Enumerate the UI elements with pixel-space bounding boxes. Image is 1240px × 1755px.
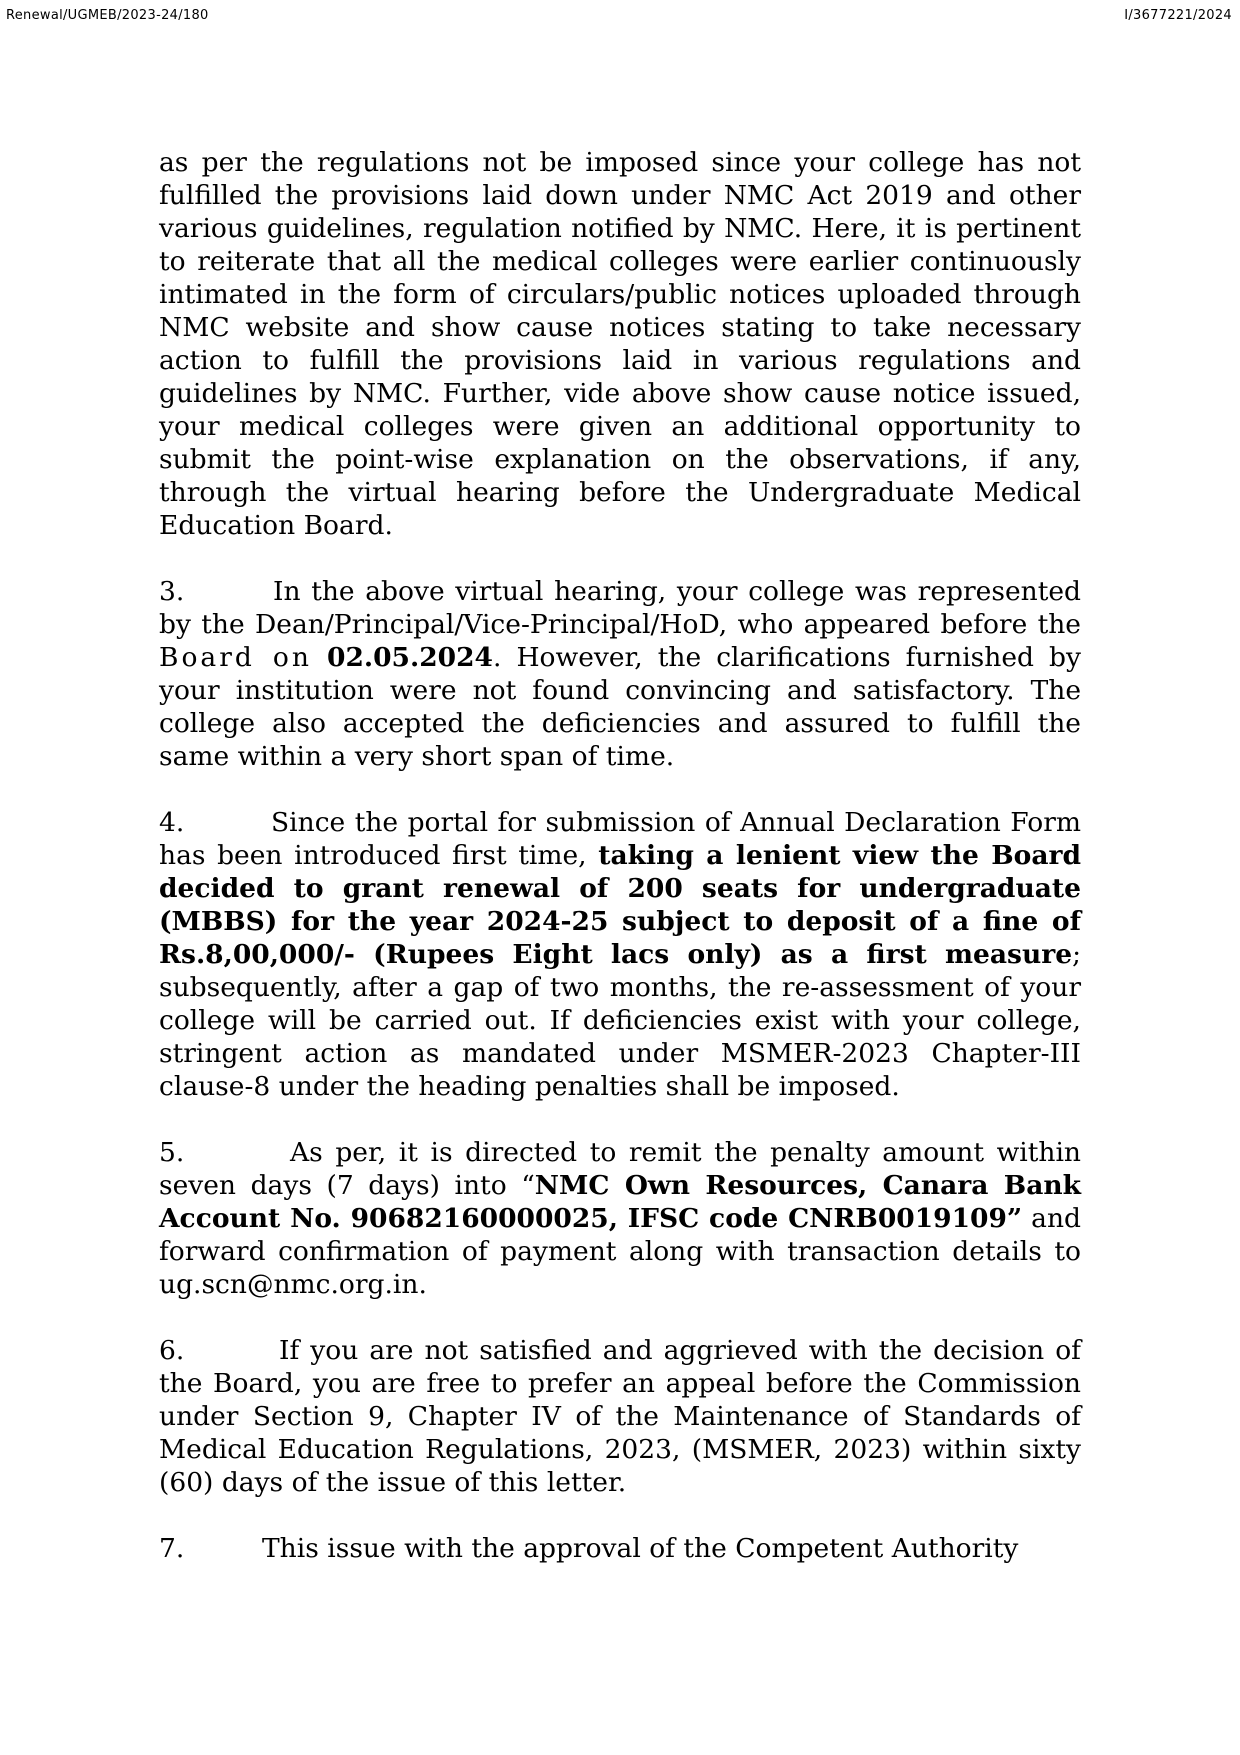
paragraph-number: 4. [159,807,185,838]
paragraph-number: 6. [159,1335,185,1366]
paragraph-3 [159,575,1081,773]
paragraph-text: As per, it is directed to remit the penalty amount within seven days (7 days) into “ [159,1137,1081,1201]
paragraph-text: If you are not satisfied and aggrieved with the decision of the Board, you are free to prefer an appeal before the Commission under Section 9, Chapter IV of the Maintenance of Standards of Medical Education Regulations, 2023, (MSMER, 2023) within sixty (60) days of the issue of this letter. [159,1335,1081,1498]
paragraph-number: 7. [159,1533,185,1564]
paragraph-text: ; subsequently, after a gap of two months, the re-assessment of your college will be carried out. If deficiencies exist with your college, stringent action as mandated under MSMER-2023 Chapter-III clause-8 under the heading penalties shall be imposed. [159,939,1081,1102]
paragraph-4 [159,806,1081,1103]
paragraph-text: In the above virtual hearing, your college was represented by the Dean/Principal/Vice-Principal/HoD, who appeared before the [159,576,1081,640]
paragraph-7 [159,1532,1081,1565]
paragraph-text: as per the regulations not be imposed since your college has not fulfilled the provisions laid down under NMC Act 2019 and other various guidelines, regulation notified by NMC. Here, it is pertinent to reiterate that all the medical colleges were earlier continuously intimated in the form of circulars/public notices uploaded through NMC website and show cause notices stating to take necessary action to fulfill the provisions laid in various regulations and guidelines by NMC. Further, vide above show cause notice issued, your medical colleges were given an additional opportunity to submit the point-wise explanation on the observations, if any, through the virtual hearing before the Undergraduate Medical Education Board. [159,147,1081,541]
hearing-date: 02.05.2024 [327,642,493,673]
paragraph-text: and forward confirmation of payment along with transaction details to ug.scn@nmc.org.in. [159,1203,1081,1300]
paragraph-5 [159,1136,1081,1301]
paragraph-text: This issue with the approval of the Competent Authority [262,1533,1019,1564]
board-on-text: Board on [159,642,312,673]
board-decision-text: taking a lenient view the Board decided to grant renewal of 200 seats for undergraduate (MBBS) for the year 2024-25 subject to deposit of a fine of Rs.8,00,000/- (Rupees Eight lacs only) as a first measure [159,840,1081,970]
paragraph-continuation [159,146,1081,542]
reference-number: Renewal/UGMEB/2023-24/180 [6,8,209,23]
paragraph-text: Since the portal for submission of Annual Declaration Form has been introduced first time, [159,807,1081,871]
paragraph-number: 5. [159,1137,185,1168]
letter-body [159,146,1081,1598]
file-number: I/3677221/2024 [1124,8,1232,23]
paragraph-text: . However, the clarifications furnished by your institution were not found convincing and satisfactory. The college also accepted the deficiencies and assured to fulfill the same within a very short span of time. [159,642,1081,772]
bank-account-details: NMC Own Resources, Canara Bank Account No. 90682160000025, IFSC code CNRB0019109” [159,1170,1081,1234]
paragraph-6 [159,1334,1081,1499]
paragraph-number: 3. [159,576,185,607]
